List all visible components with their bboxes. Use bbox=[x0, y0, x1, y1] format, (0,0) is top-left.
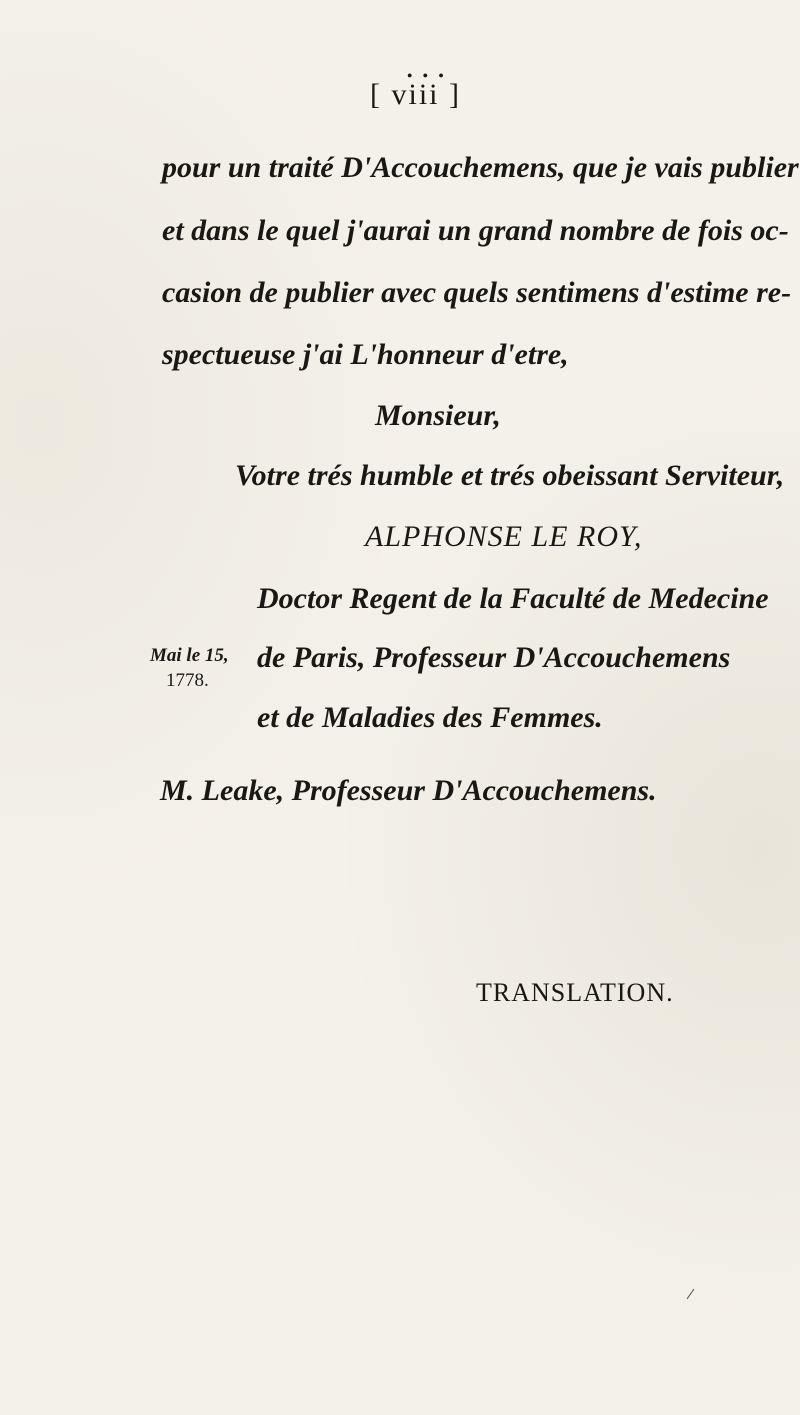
text-line-1: pour un traité D'Accouchemens, que je vais publier bbox=[162, 151, 799, 184]
date-day: Mai le 15, bbox=[150, 645, 229, 666]
title-line-3: et de Maladies des Femmes. bbox=[257, 701, 603, 734]
page-number bbox=[370, 70, 461, 112]
text-line-3: casion de publier avec quels sentimens d'estime re- bbox=[162, 276, 792, 309]
closing-line: Votre trés humble et trés obeissant Serviteur, bbox=[235, 459, 785, 492]
text-line-2: et dans le quel j'aurai un grand nombre de fois oc- bbox=[162, 214, 789, 247]
title-line-1: Doctor Regent de la Faculté de Medecine bbox=[257, 582, 769, 615]
stray-mark bbox=[687, 1289, 695, 1299]
salutation: Monsieur, bbox=[375, 399, 501, 432]
title-line-2: de Paris, Professeur D'Accouchemens bbox=[257, 641, 731, 674]
header-ornament: ● ● ● bbox=[407, 70, 448, 80]
catchword: TRANSLATION. bbox=[476, 978, 674, 1007]
page-number-text: [ viii ] bbox=[370, 78, 461, 111]
date-year: 1778. bbox=[166, 670, 209, 691]
signature-name: ALPHONSE LE ROY, bbox=[365, 520, 643, 553]
text-line-4: spectueuse j'ai L'honneur d'etre, bbox=[162, 338, 569, 371]
addressee-line: M. Leake, Professeur D'Accouchemens. bbox=[160, 774, 657, 807]
